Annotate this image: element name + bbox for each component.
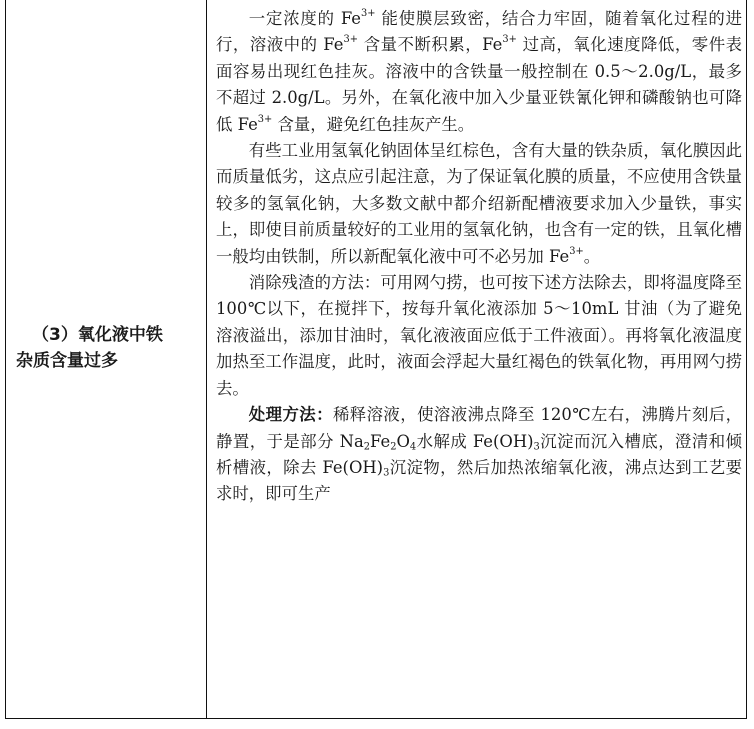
- p1-text-a: 一定浓度的 Fe: [248, 9, 362, 28]
- p4-sub-c: 4: [409, 440, 417, 452]
- p4-text-e: 沉淀而沉入槽底，澄清和倾析槽液，除去 Fe(OH): [216, 431, 742, 477]
- p4-text-a: 稀释溶液，使溶液沸点降至 120℃左右，沸腾片刻后，静置，于是部分 Na: [216, 405, 742, 451]
- p1-sup-c: 3+: [502, 34, 517, 46]
- p4-text-b: Fe: [370, 431, 391, 451]
- p4-text-d: 水解成 Fe(OH): [416, 431, 534, 451]
- paragraph-residue-removal: 消除残渣的方法：可用网勺捞，也可按下述方法除去，即将温度降至 100℃以下，在搅拌下，按每升氧化液添加 5～10mL 甘油（为了避免溶液溢出，添加甘油时，氧化液液面应低于工件液面）。再将氧化液温度加热至工作温度，此时，液面会浮起大量红褐色的铁氧化物，再用网勺捞去。: [216, 273, 742, 398]
- p1-text-b: 能使膜层致密，结合力牢固，随着氧化过程的进行，溶液中的 Fe: [216, 9, 742, 55]
- p4-sub-d: 3: [533, 440, 540, 452]
- row-label-line-1: （3）氧化液中铁: [32, 325, 163, 345]
- p1-text-c: 含量不断积累，Fe: [357, 35, 503, 55]
- p4-text-f: 沉淀物，然后加热浓缩氧化液，沸点达到工艺要求时，即可生产: [216, 457, 743, 504]
- row-label-cell: [6, 322, 206, 374]
- p1-sup-d: 3+: [257, 113, 273, 125]
- document-table: [5, 0, 747, 719]
- row-label-line-2: 杂质含量过多: [16, 351, 118, 371]
- column-divider: [206, 0, 207, 718]
- p1-text-d: 过高，氧化速度降低，零件表面容易出现红色挂灰。溶液中的含铁量一般控制在 0.5～2.0g/L，最多不超过 2.0g/L。另外，在氧化液中加入少量亚铁氰化钾和磷酸钠也可降低 Fe: [216, 35, 743, 134]
- paragraph-sodium-hydroxide-iron: [216, 138, 742, 270]
- treatment-method-lead: 处理方法：: [248, 405, 333, 425]
- p4-text-c: O: [396, 431, 410, 451]
- p4-sub-e: 3: [383, 467, 390, 479]
- p1-text-e: 含量，避免红色挂灰产生。: [272, 114, 475, 134]
- p1-sup-b: 3+: [343, 34, 358, 46]
- p2-text-b: 。: [583, 246, 601, 266]
- p2-sup-a: 3+: [569, 245, 584, 257]
- p2-text-a: 有些工业用氢氧化钠固体呈红棕色，含有大量的铁杂质，氧化膜因此而质量低劣，这点应引起注意，为了保证氧化膜的质量，不应使用含铁量较多的氢氧化钠，大多数文献中都介绍新配槽液要求加入少量铁，事实上，即使目前质量较好的工业用的氢氧化钠，也含有一定的铁，且氧化槽一般均由铁制，所以新配氧化液中可不必另加 Fe: [216, 141, 742, 266]
- paragraph-treatment-method: [216, 402, 742, 508]
- p4-sub-b: 2: [390, 440, 397, 452]
- paragraph-iron-ion-effect: [216, 6, 742, 138]
- p4-sub-a: 2: [363, 440, 370, 452]
- p1-sup-a: 3+: [361, 8, 376, 20]
- content-cell: [216, 6, 742, 508]
